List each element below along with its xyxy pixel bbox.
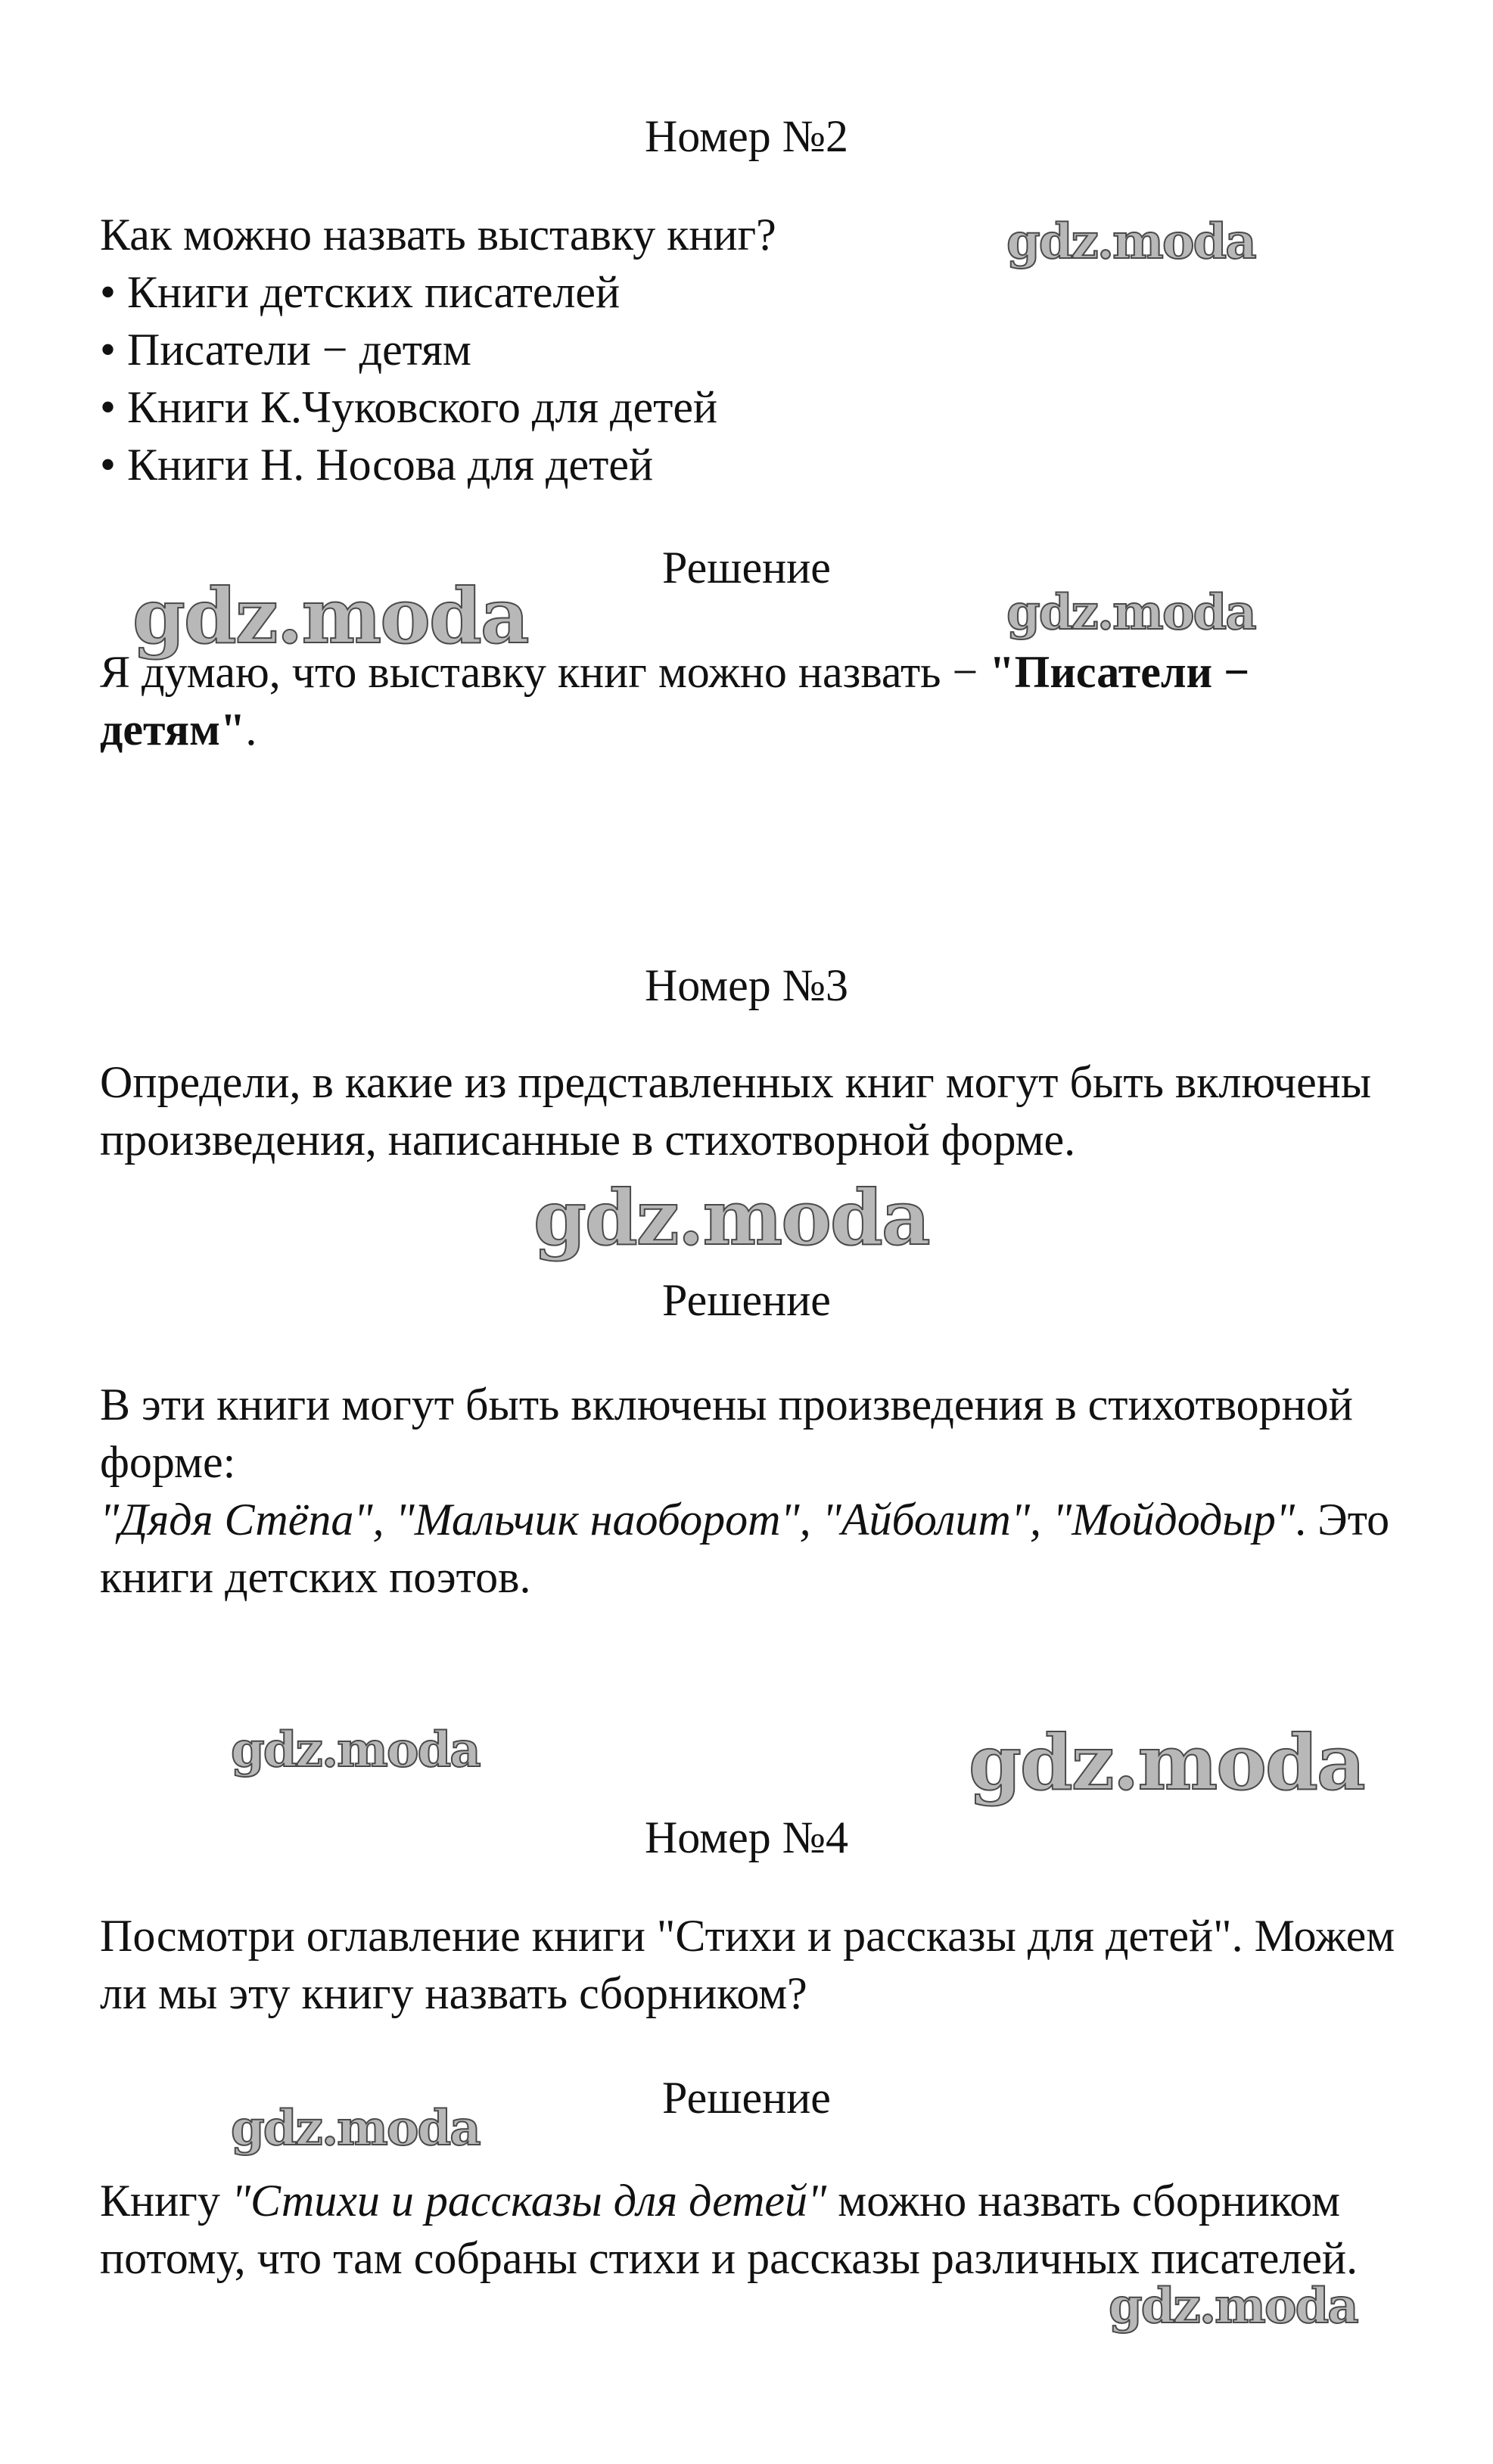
watermark-logo: gdz.moda bbox=[1006, 213, 1255, 270]
task3-answer-line: В эти книги могут быть включены произведения в стихотворной форме: bbox=[100, 1380, 1353, 1487]
watermark-logo: gdz.moda bbox=[132, 571, 528, 661]
watermark-logo: gdz.moda bbox=[1109, 2278, 1358, 2335]
watermark-logo: gdz.moda bbox=[1006, 584, 1255, 641]
task3-solution-heading: Решение bbox=[662, 1275, 831, 1325]
task3-answer-italic: "Дядя Стёпа", "Мальчик наоборот", "Айболит", "Мойдодыр" bbox=[100, 1495, 1295, 1545]
watermark-logo: gdz.moda bbox=[231, 2100, 480, 2157]
task4-question-text: Посмотри оглавление книги "Стихи и рассказы для детей". Можем ли мы эту книгу назвать сборником? bbox=[100, 1911, 1395, 2018]
task4-answer-text: Книгу bbox=[100, 2176, 232, 2226]
task2-option: • Книги К.Чуковского для детей bbox=[100, 378, 1417, 436]
task4-title: Номер №4 bbox=[644, 1812, 849, 1862]
task2-solution-heading: Решение bbox=[662, 543, 831, 593]
task2-option: • Книги Н. Носова для детей bbox=[100, 436, 1417, 493]
watermark-logo: gdz.moda bbox=[969, 1718, 1364, 1807]
task4-answer bbox=[100, 2172, 1417, 2287]
task3-question bbox=[100, 1053, 1417, 1168]
task4-answer-end: можно назвать сборником потому, что там собраны стихи и рассказы различных писателей. bbox=[100, 2176, 1358, 2283]
task3-answer-end: . Это книги детских поэтов. bbox=[100, 1495, 1390, 1602]
task2-option: • Писатели − детям bbox=[100, 321, 1417, 378]
task4-answer-italic: "Стихи и рассказы для детей" bbox=[231, 2176, 827, 2226]
task3-answer bbox=[100, 1376, 1417, 1606]
task4-question bbox=[100, 1907, 1417, 2022]
task2-option: • Книги детских писателей bbox=[100, 263, 1417, 321]
task2-answer-text: Я думаю, что выставку книг можно назвать − bbox=[100, 647, 990, 697]
task3-question-text: Определи, в какие из представленных книг могут быть включены произведения, написанные в стихотворной форме. bbox=[100, 1057, 1372, 1165]
task2-answer-end: . bbox=[245, 705, 257, 754]
watermark-logo: gdz.moda bbox=[533, 1173, 929, 1262]
task2-answer-bold: "Писатели − детям" bbox=[100, 647, 1250, 754]
task4-solution-heading: Решение bbox=[662, 2073, 831, 2123]
watermark-logo: gdz.moda bbox=[231, 1722, 480, 1778]
task3-title: Номер №3 bbox=[644, 960, 849, 1010]
task2-title: Номер №2 bbox=[644, 111, 849, 161]
task2-question: Как можно назвать выставку книг? bbox=[100, 210, 776, 260]
